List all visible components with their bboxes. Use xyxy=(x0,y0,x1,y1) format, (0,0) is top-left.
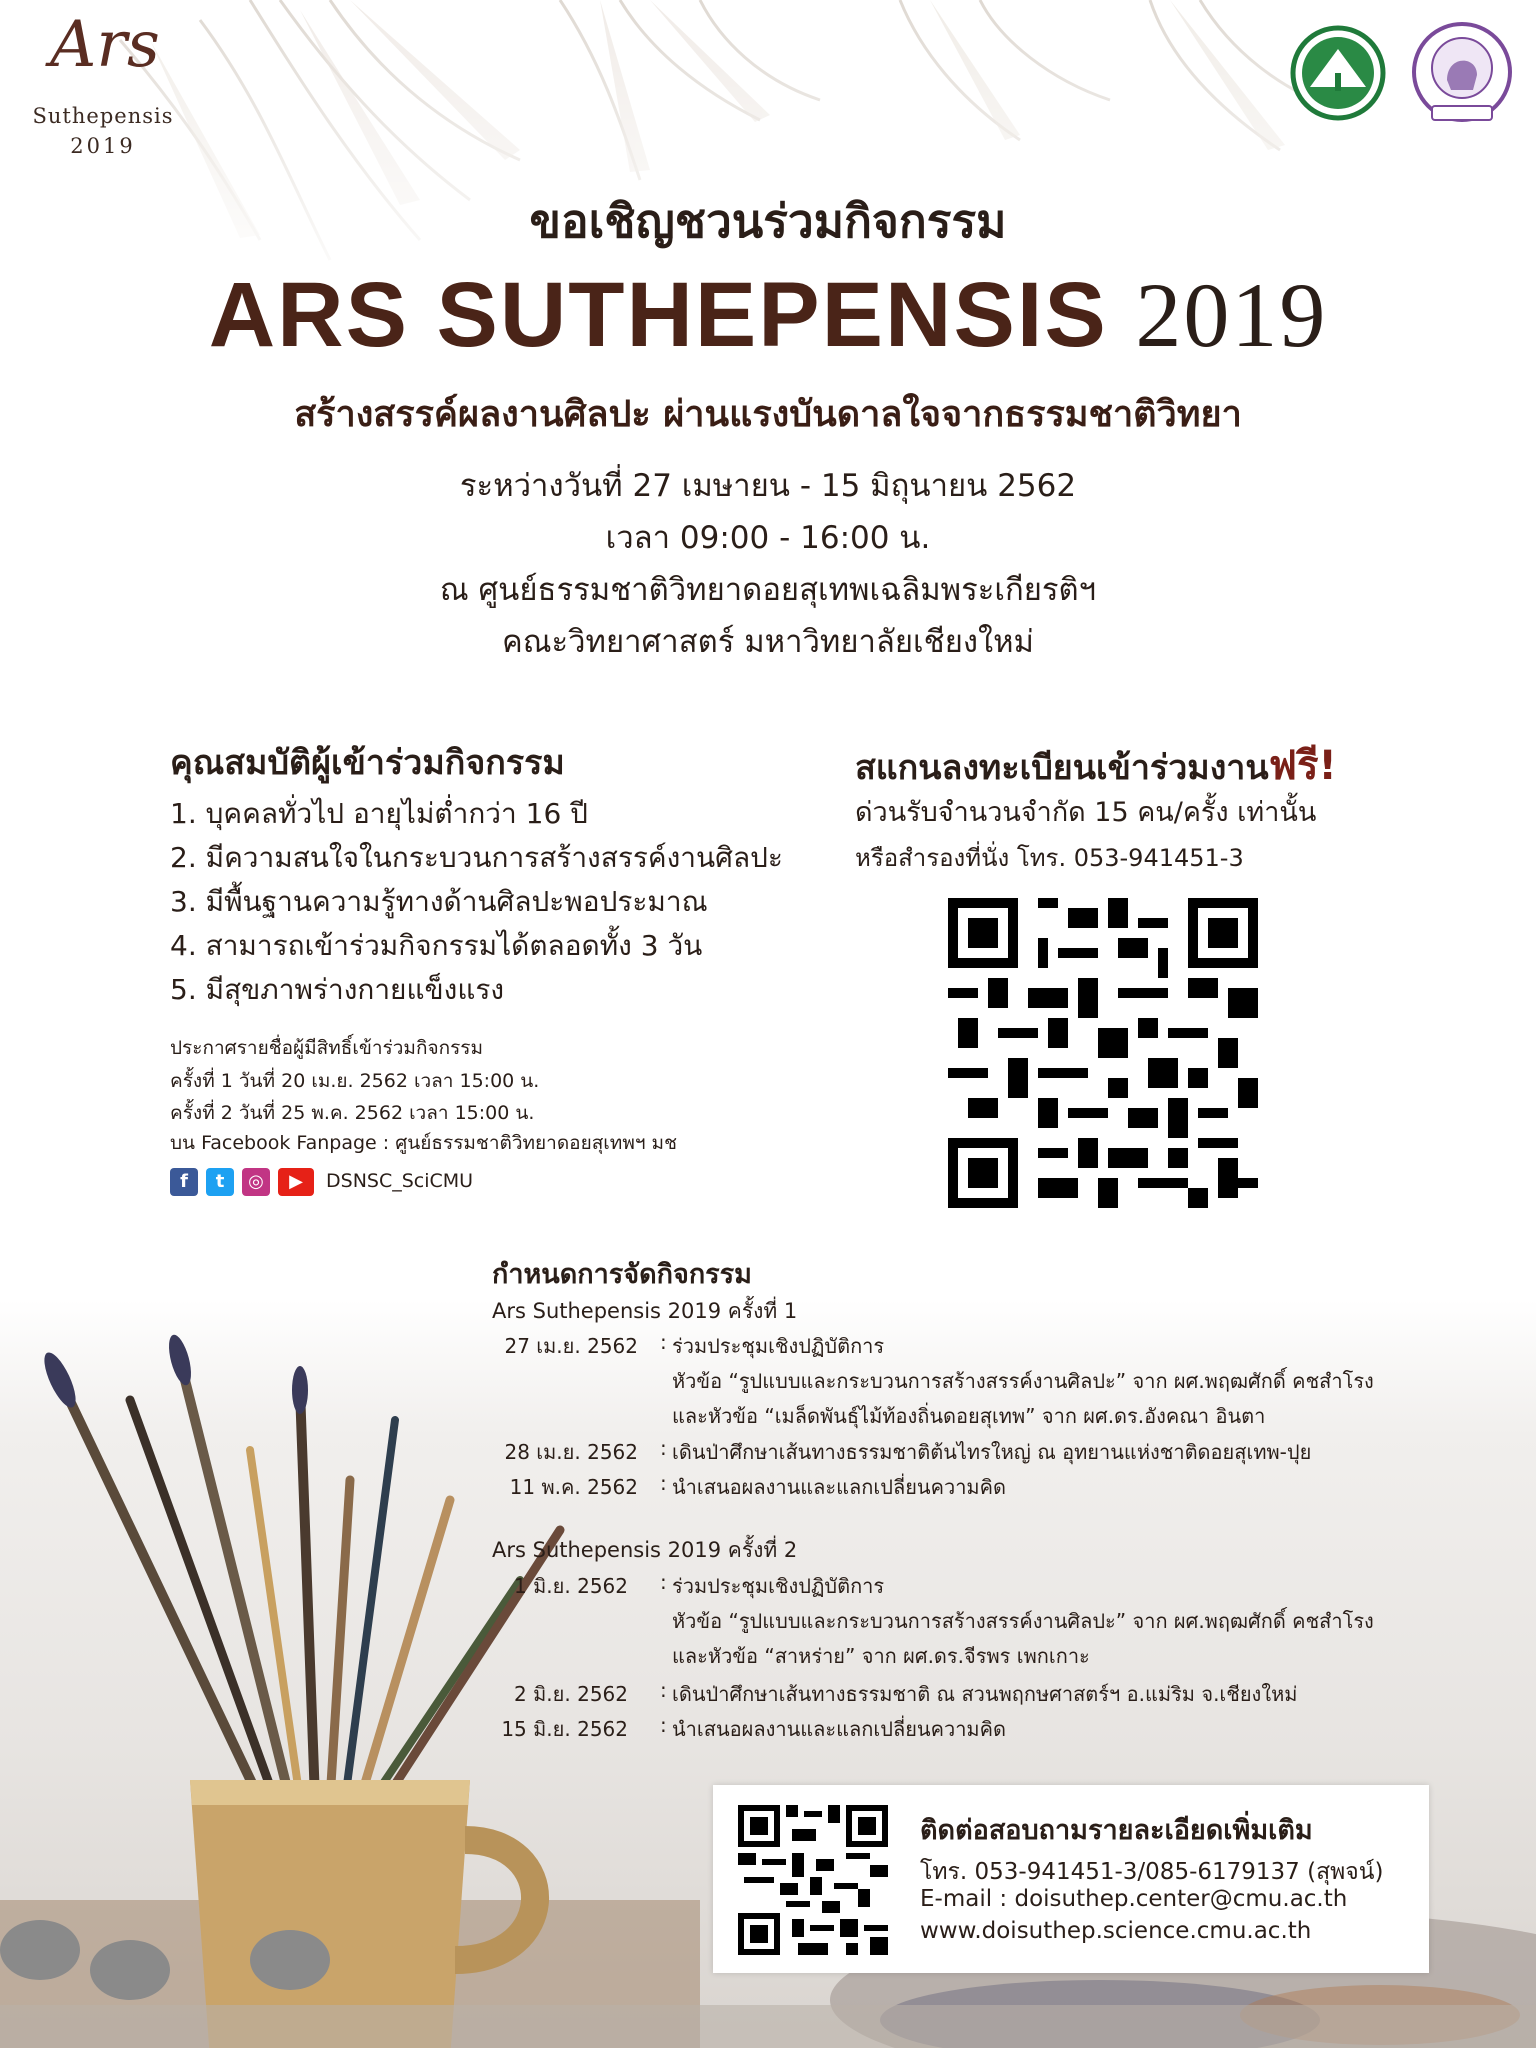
seat-limit-note: ด่วนรับจำนวนจำกัด 15 คน/ครั้ง เท่านั้น xyxy=(855,797,1317,828)
event-subtitle: สร้างสรรค์ผลงานศิลปะ ผ่านแรงบันดาลใจจากธรรมชาติวิทยา xyxy=(294,394,1242,435)
schedule-activity: นำเสนอผลงานและแลกเปลี่ยนความคิด xyxy=(672,1717,1006,1741)
schedule-activity: เดินป่าศึกษาเส้นทางธรรมชาติ ณ สวนพฤกษศาสตร์ฯ อ.แม่ริม จ.เชียงใหม่ xyxy=(672,1682,1298,1706)
scan-register-heading xyxy=(855,733,1337,797)
qualification-item: 5. มีสุขภาพร่างกายแข็งแรง xyxy=(170,973,505,1006)
ars-logo-year: 2019 xyxy=(70,134,136,158)
registration-qr-code[interactable] xyxy=(948,898,1258,1208)
schedule-date: 15 มิ.ย. 2562 xyxy=(501,1717,628,1741)
twitter-icon[interactable]: t xyxy=(206,1168,234,1196)
announce-heading: ประกาศรายชื่อผู้มีสิทธิ์เข้าร่วมกิจกรรม xyxy=(170,1037,484,1059)
qualifications-heading: คุณสมบัติผู้เข้าร่วมกิจกรรม xyxy=(170,743,565,783)
announce-fanpage: บน Facebook Fanpage : ศูนย์ธรรมชาติวิทยาดอยสุเทพฯ มช xyxy=(170,1132,677,1154)
schedule-round-2-title: Ars Suthepensis 2019 ครั้งที่ 2 xyxy=(492,1538,798,1562)
schedule-activity: หัวข้อ “รูปแบบและกระบวนการสร้างสรรค์งานศิลปะ” จาก ผศ.พฤฒศักดิ์ คชสำโรง xyxy=(672,1369,1374,1393)
schedule-activity: ร่วมประชุมเชิงปฏิบัติการ xyxy=(672,1574,885,1598)
announce-round-1: ครั้งที่ 1 วันที่ 20 เม.ย. 2562 เวลา 15:00 น. xyxy=(170,1070,540,1092)
doi-suthep-nature-center-logo xyxy=(1290,25,1386,121)
schedule-activity: นำเสนอผลงานและแลกเปลี่ยนความคิด xyxy=(672,1475,1006,1499)
schedule-activity: เดินป่าศึกษาเส้นทางธรรมชาติต้นไทรใหญ่ ณ อุทยานแห่งชาติดอยสุเทพ-ปุย xyxy=(672,1440,1312,1464)
instagram-icon[interactable]: ◎ xyxy=(242,1168,270,1196)
schedule-date: 27 เม.ย. 2562 xyxy=(504,1334,638,1358)
free-label: ฟรี! xyxy=(1268,743,1337,789)
contact-heading: ติดต่อสอบถามรายละเอียดเพิ่มเติม xyxy=(920,1815,1313,1846)
schedule-date: 2 มิ.ย. 2562 xyxy=(514,1682,628,1706)
contact-website[interactable]: www.doisuthep.science.cmu.ac.th xyxy=(920,1918,1312,1944)
schedule-round-1-title: Ars Suthepensis 2019 ครั้งที่ 1 xyxy=(492,1299,798,1323)
contact-qr-code[interactable] xyxy=(738,1805,888,1955)
schedule-activity: หัวข้อ “รูปแบบและกระบวนการสร้างสรรค์งานศิลปะ” จาก ผศ.พฤฒศักดิ์ คชสำโรง xyxy=(672,1609,1374,1633)
schedule-date: 1 มิ.ย. 2562 xyxy=(514,1574,628,1598)
scan-register-label: สแกนลงทะเบียนเข้าร่วมงาน xyxy=(855,748,1269,788)
youtube-icon[interactable]: ▶ xyxy=(278,1168,314,1196)
schedule-activity: และหัวข้อ “เมล็ดพันธุ์ไม้ท้องถิ่นดอยสุเทพ” จาก ผศ.ดร.อังคณา อินตา xyxy=(672,1404,1266,1428)
qualification-item: 2. มีความสนใจในกระบวนการสร้างสรรค์งานศิลปะ xyxy=(170,841,783,874)
qualification-item: 4. สามารถเข้าร่วมกิจกรรมได้ตลอดทั้ง 3 วัน xyxy=(170,929,703,962)
ars-logo-subtitle: Suthepensis xyxy=(32,104,174,128)
event-date-range: ระหว่างวันที่ 27 เมษายน - 15 มิถุนายน 2562 xyxy=(459,468,1077,504)
contact-phone: โทร. 053-941451-3/085-6179137 (สุพจน์) xyxy=(920,1859,1384,1885)
event-title xyxy=(0,262,1536,368)
social-handle: DSNSC_SciCMU xyxy=(326,1170,474,1192)
schedule-date: 28 เม.ย. 2562 xyxy=(504,1440,638,1464)
qualification-item: 1. บุคคลทั่วไป อายุไม่ต่ำกว่า 16 ปี xyxy=(170,797,588,830)
event-time: เวลา 09:00 - 16:00 น. xyxy=(605,520,931,556)
ars-logo-wordmark: Ars xyxy=(50,8,160,82)
event-organizer: คณะวิทยาศาสตร์ มหาวิทยาลัยเชียงใหม่ xyxy=(502,624,1034,660)
invite-heading: ขอเชิญชวนร่วมกิจกรรม xyxy=(529,194,1007,248)
event-title-main: ARS SUTHEPENSIS xyxy=(208,264,1108,366)
qualification-item: 3. มีพื้นฐานความรู้ทางด้านศิลปะพอประมาณ xyxy=(170,885,708,918)
cmu-science-faculty-logo xyxy=(1407,20,1517,130)
schedule-activity: ร่วมประชุมเชิงปฏิบัติการ xyxy=(672,1334,885,1358)
schedule-activity: และหัวข้อ “สาหร่าย” จาก ผศ.ดร.จีรพร เพกเกาะ xyxy=(672,1644,1090,1668)
schedule-title: กำหนดการจัดกิจกรรม xyxy=(492,1259,752,1290)
facebook-icon[interactable]: f xyxy=(170,1168,198,1196)
event-venue: ณ ศูนย์ธรรมชาติวิทยาดอยสุเทพเฉลิมพระเกียรติฯ xyxy=(439,572,1097,608)
reserve-phone-note: หรือสำรองที่นั่ง โทร. 053-941451-3 xyxy=(855,844,1244,872)
schedule-date: 11 พ.ค. 2562 xyxy=(509,1475,638,1499)
event-title-year: 2019 xyxy=(1135,264,1328,366)
announce-round-2: ครั้งที่ 2 วันที่ 25 พ.ค. 2562 เวลา 15:00 น. xyxy=(170,1102,535,1124)
contact-email[interactable]: E-mail : doisuthep.center@cmu.ac.th xyxy=(920,1886,1348,1912)
